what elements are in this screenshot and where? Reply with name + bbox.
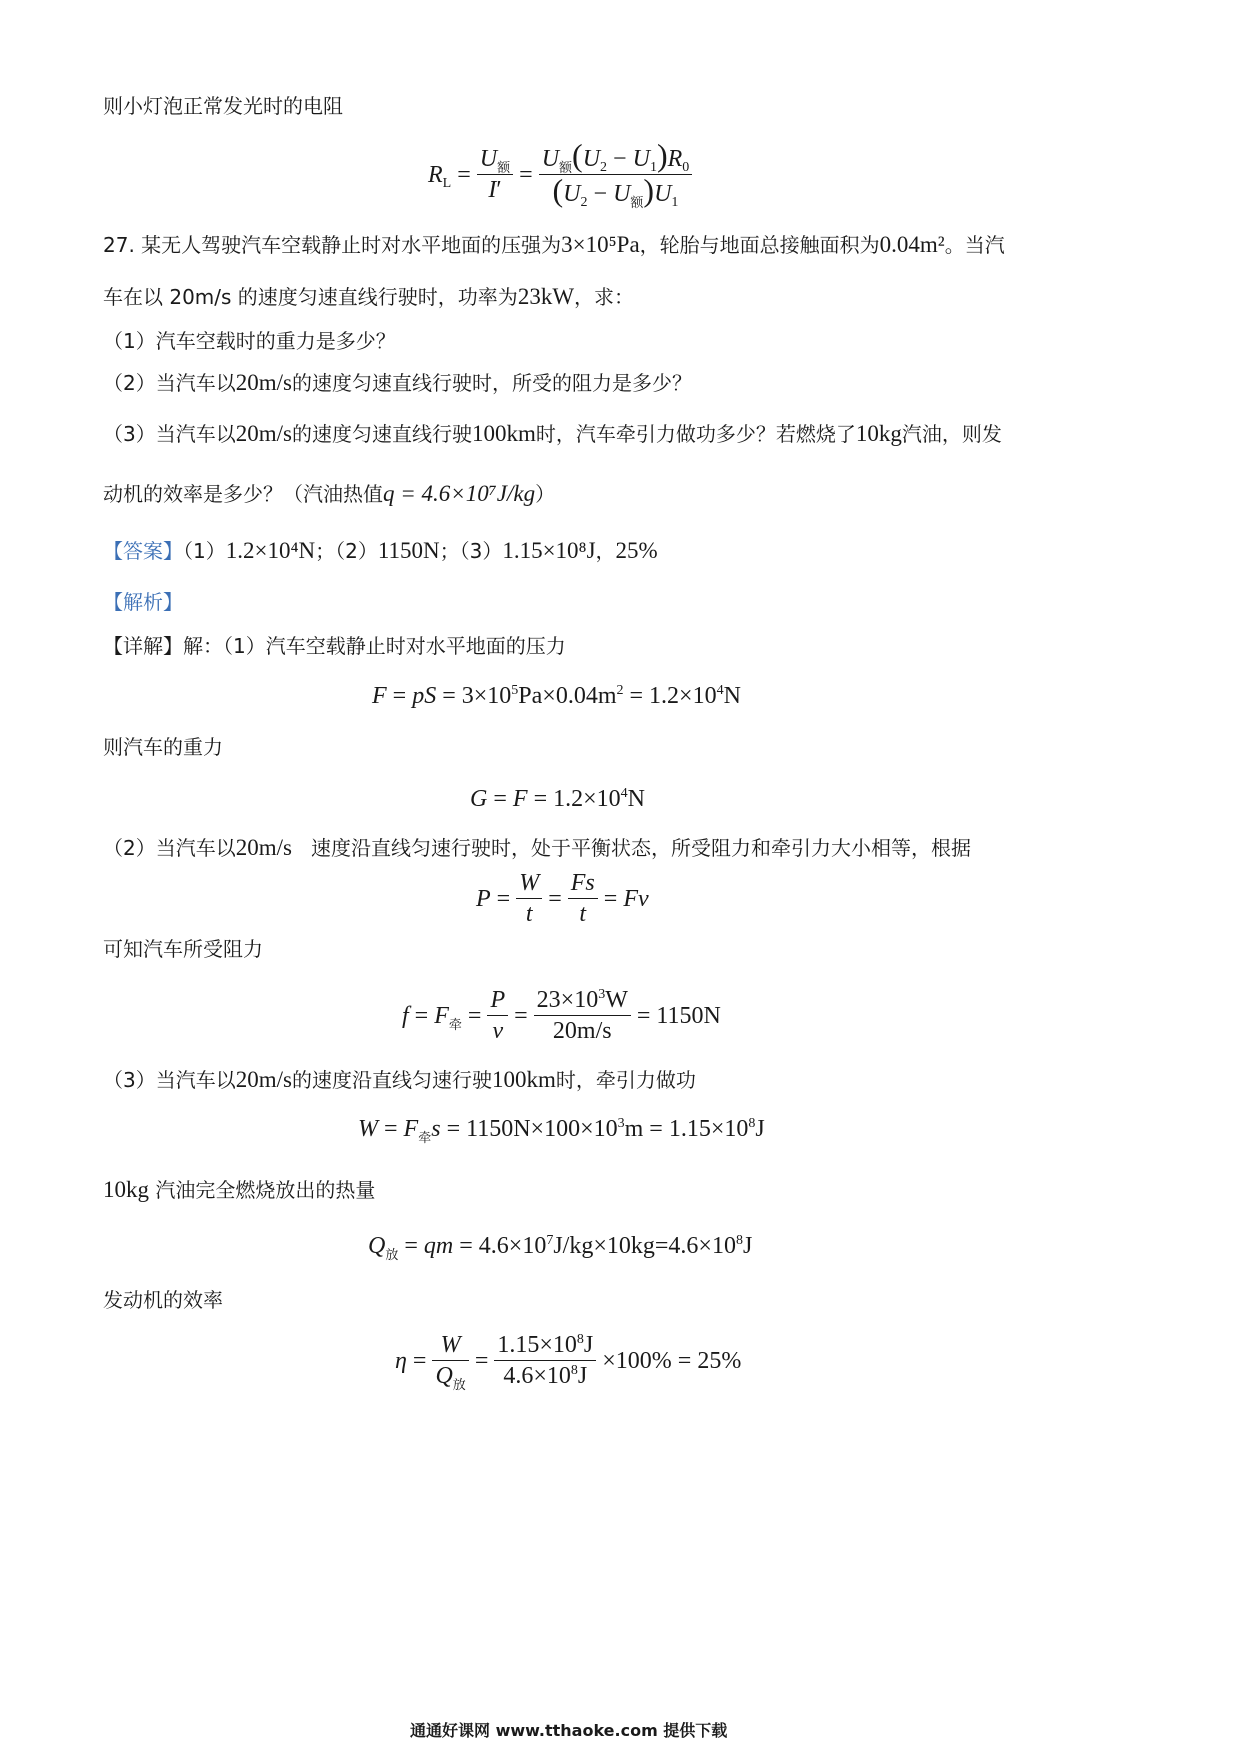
equation-efficiency: η = $\frac{W}{Q_放}$ = $\frac{1.15\times 10^8J}{4.6\times 10^8J}$ ×100% = 25% [395, 1332, 742, 1393]
text-heat: 10kg 汽油完全燃烧放出的热量 [103, 1177, 376, 1202]
equation-friction: f = $F_牵$ = $\frac{P}{v}$ = $\frac{23\times 10^3W}{20m/s}$ = 1150N [402, 987, 721, 1044]
detail-line: 【详解】解：（1）汽车空载静止时对水平地面的压力 [103, 634, 566, 658]
sub-question-3-line-2: 动机的效率是多少？（汽油热值q = 4.6×10⁷J/kg） [103, 481, 556, 506]
equation-resistance: $R_L$ = $\frac{U_额}{I'}$ = $\frac{U_额(U_2 - U_1)R_0}{(U_2 - U_额)U_1}$ [428, 140, 692, 209]
text-gravity: 则汽车的重力 [103, 735, 223, 759]
text-part-3: （3）当汽车以20m/s的速度沿直线匀速行驶100km时，牵引力做功 [103, 1067, 696, 1092]
answer-tag: 【答案】 [103, 539, 183, 563]
text-resistance: 可知汽车所受阻力 [103, 937, 263, 961]
text-efficiency: 发动机的效率 [103, 1288, 223, 1312]
equation-heat: $Q_放$ = qm = $4.6\times 10^7J/kg\times 10kg=4.6\times 10^8J$ [368, 1233, 753, 1263]
detail-tag: 【详解】 [103, 634, 183, 658]
sub-question-2: （2）当汽车以20m/s的速度匀速直线行驶时，所受的阻力是多少？ [103, 370, 692, 395]
question-27-line-1: 27. 某无人驾驶汽车空载静止时对水平地面的压强为3×10⁵Pa，轮胎与地面总接触面积为0.04m²。当汽 [103, 232, 1005, 257]
analysis-tag: 【解析】 [103, 590, 183, 614]
equation-work: $W = F_牵s = 1150N\times 100\times 10^3m = 1.15\times 10^8J$ [358, 1116, 765, 1146]
page-footer: 通通好课网 www.tthaoke.com 提供下载 [410, 1721, 728, 1740]
equation-pressure-force: F = pS = $3\times 10^5Pa\times 0.04m^2 = 1.2\times 10^4N$ [372, 683, 741, 709]
answer-line: 【答案】（1）1.2×10⁴N；（2）1150N；（3）1.15×10⁸J，25% [103, 538, 658, 563]
equation-gravity: $G = F = 1.2\times 10^4N$ [470, 786, 645, 812]
sub-question-3-line-1: （3）当汽车以20m/s的速度匀速直线行驶100km时，汽车牵引力做功多少？若燃烧了10kg汽油，则发 [103, 421, 1002, 446]
sub-question-1: （1）汽车空载时的重力是多少？ [103, 329, 396, 353]
text-line-1: 则小灯泡正常发光时的电阻 [103, 94, 343, 118]
text-part-2: （2）当汽车以20m/s 速度沿直线匀速行驶时，处于平衡状态，所受阻力和牵引力大小相等，根据 [103, 835, 972, 860]
equation-power: P = $\frac{W}{t}$ = $\frac{Fs}{t}$ = Fv [476, 870, 649, 927]
question-27-line-2: 车在以 20m/s 的速度匀速直线行驶时，功率为23kW，求： [103, 284, 635, 309]
